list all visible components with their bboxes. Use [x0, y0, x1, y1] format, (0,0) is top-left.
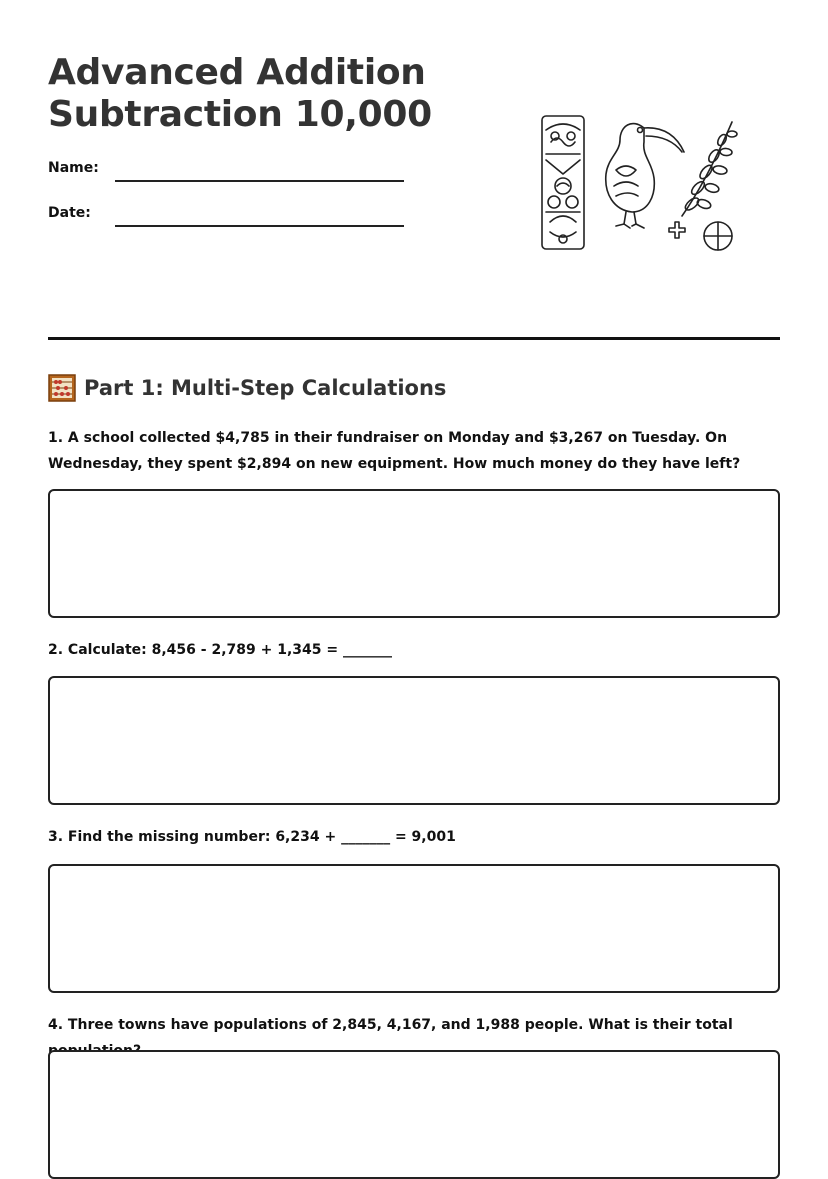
date-label: Date: [48, 205, 91, 221]
title-line-1: Advanced Addition [48, 52, 426, 93]
title-line-2: Subtraction 10,000 [48, 94, 432, 135]
answer-box-4[interactable] [48, 1050, 780, 1179]
section-title: Part 1: Multi-Step Calculations [84, 376, 447, 400]
circle-cross-icon [704, 222, 732, 250]
question-1: 1. A school collected $4,785 in their fundraiser on Monday and $3,267 on Tuesday. On Wednesday, they spent $2,894 on new equipment. How much money do they have left? [48, 430, 741, 472]
answer-box-1[interactable] [48, 489, 780, 618]
abacus-icon [48, 374, 76, 402]
answer-box-2[interactable] [48, 676, 780, 805]
name-label: Name: [48, 160, 99, 176]
date-field[interactable] [115, 225, 404, 227]
plus-icon [669, 222, 685, 238]
maori-illustration [536, 112, 742, 257]
worksheet-title [48, 52, 432, 136]
name-field[interactable] [115, 180, 404, 182]
question-4: 4. Three towns have populations of 2,845, 4,167, and 1,988 people. What is their total [48, 1017, 733, 1033]
fern-leaf-icon [682, 122, 737, 216]
question-3: 3. Find the missing number: 6,234 + _______ = 9,001 [48, 829, 456, 845]
answer-box-3[interactable] [48, 864, 780, 993]
carved-pole-icon [542, 116, 584, 249]
divider-rule [48, 337, 780, 340]
section-header [48, 374, 446, 402]
kiwi-bird-icon [606, 124, 684, 228]
question-2: 2. Calculate: 8,456 - 2,789 + 1,345 = _______ [48, 642, 392, 658]
